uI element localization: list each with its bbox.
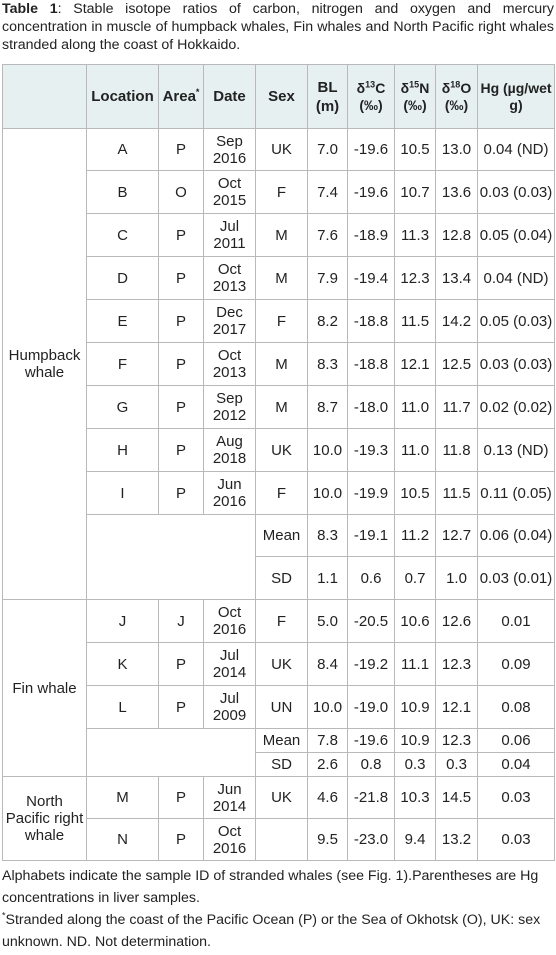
cell-hg: 0.04 (ND) (478, 257, 555, 300)
blank-cell (87, 729, 256, 777)
cell-date: Jun 2014 (204, 777, 256, 819)
cell-date: Jul 2011 (204, 214, 256, 257)
header-d18o: $\delta^{18}O$ (‰) (436, 65, 478, 129)
cell-date: Jul 2009 (204, 686, 256, 729)
cell-bl: 1.1 (308, 557, 348, 600)
header-date: Date (204, 65, 256, 129)
cell-stat-label: SD (256, 557, 308, 600)
cell-area: P (159, 472, 204, 515)
cell-hg: 0.06 (478, 729, 555, 753)
cell-d15n: 0.3 (395, 753, 436, 777)
cell-location: D (87, 257, 159, 300)
header-sex: Sex (256, 65, 308, 129)
cell-location: J (87, 600, 159, 643)
cell-location: F (87, 343, 159, 386)
cell-d13c: -19.3 (348, 429, 395, 472)
cell-stat-label: Mean (256, 729, 308, 753)
cell-d15n: 10.3 (395, 777, 436, 819)
cell-d15n: 11.0 (395, 429, 436, 472)
cell-location: A (87, 129, 159, 171)
cell-d13c: -19.1 (348, 515, 395, 557)
cell-d18o: 12.3 (436, 729, 478, 753)
cell-sex: UK (256, 129, 308, 171)
cell-date: Oct 2013 (204, 257, 256, 300)
cell-d13c: -18.0 (348, 386, 395, 429)
cell-hg: 0.03 (0.01) (478, 557, 555, 600)
cell-bl: 7.4 (308, 171, 348, 214)
group-label: North Pacific right whale (3, 777, 87, 861)
cell-hg: 0.05 (0.03) (478, 300, 555, 343)
cell-date: Sep 2012 (204, 386, 256, 429)
cell-sex: M (256, 257, 308, 300)
cell-date: Sep 2016 (204, 129, 256, 171)
header-location: Location (87, 65, 159, 129)
header-d13c: $\delta^{13}C$ (‰) (348, 65, 395, 129)
cell-d15n: 0.7 (395, 557, 436, 600)
cell-sex: F (256, 300, 308, 343)
header-row (3, 65, 555, 129)
cell-d18o: 11.5 (436, 472, 478, 515)
cell-hg: 0.03 (0.03) (478, 343, 555, 386)
cell-bl: 7.6 (308, 214, 348, 257)
cell-sex: UK (256, 643, 308, 686)
cell-d15n: 11.3 (395, 214, 436, 257)
cell-bl: 7.8 (308, 729, 348, 753)
cell-hg: 0.03 (478, 777, 555, 819)
cell-d18o: 13.0 (436, 129, 478, 171)
cell-hg: 0.01 (478, 600, 555, 643)
data-table (2, 64, 555, 861)
cell-sex: UK (256, 777, 308, 819)
cell-bl: 4.6 (308, 777, 348, 819)
cell-date: Oct 2013 (204, 343, 256, 386)
table-row (3, 129, 555, 171)
caption-label: Table 1 (2, 1, 58, 17)
cell-date: Oct 2015 (204, 171, 256, 214)
header-bl: BL (m) (308, 65, 348, 129)
cell-location: N (87, 819, 159, 861)
cell-d18o: 1.0 (436, 557, 478, 600)
cell-area: P (159, 686, 204, 729)
blank-cell (87, 515, 256, 600)
cell-hg: 0.06 (0.04) (478, 515, 555, 557)
cell-sex: F (256, 600, 308, 643)
cell-d15n: 10.5 (395, 129, 436, 171)
cell-date: Aug 2018 (204, 429, 256, 472)
cell-d13c: -18.8 (348, 300, 395, 343)
cell-stat-label: SD (256, 753, 308, 777)
cell-d15n: 12.1 (395, 343, 436, 386)
cell-hg: 0.03 (0.03) (478, 171, 555, 214)
cell-sex: F (256, 472, 308, 515)
cell-d18o: 0.3 (436, 753, 478, 777)
cell-d15n: 10.6 (395, 600, 436, 643)
cell-date: Oct 2016 (204, 819, 256, 861)
header-group (3, 65, 87, 129)
cell-d13c: -20.5 (348, 600, 395, 643)
cell-area: P (159, 214, 204, 257)
cell-date: Jul 2014 (204, 643, 256, 686)
header-d15n: $\delta^{15}N$ (‰) (395, 65, 436, 129)
cell-date: Jun 2016 (204, 472, 256, 515)
cell-hg: 0.13 (ND) (478, 429, 555, 472)
cell-sex: M (256, 343, 308, 386)
cell-sex: M (256, 214, 308, 257)
cell-d15n: 9.4 (395, 819, 436, 861)
cell-d13c: -23.0 (348, 819, 395, 861)
cell-d18o: 12.8 (436, 214, 478, 257)
cell-d18o: 14.2 (436, 300, 478, 343)
cell-location: L (87, 686, 159, 729)
cell-bl: 8.3 (308, 515, 348, 557)
cell-d15n: 10.7 (395, 171, 436, 214)
cell-d18o: 12.6 (436, 600, 478, 643)
cell-d18o: 12.5 (436, 343, 478, 386)
table-row (3, 600, 555, 643)
cell-d13c: -18.9 (348, 214, 395, 257)
cell-area: P (159, 300, 204, 343)
cell-d13c: -19.0 (348, 686, 395, 729)
cell-location: I (87, 472, 159, 515)
cell-hg: 0.08 (478, 686, 555, 729)
cell-d15n: 11.2 (395, 515, 436, 557)
cell-d18o: 14.5 (436, 777, 478, 819)
cell-bl: 5.0 (308, 600, 348, 643)
footnote-2: *Stranded along the coast of the Pacific Ocean (P) or the Sea of Okhotsk (O), UK: sex unknown. ND. Not determination. (2, 910, 541, 950)
cell-d13c: -19.9 (348, 472, 395, 515)
cell-area: O (159, 171, 204, 214)
cell-d15n: 11.5 (395, 300, 436, 343)
cell-area: P (159, 343, 204, 386)
cell-hg: 0.09 (478, 643, 555, 686)
cell-bl: 8.7 (308, 386, 348, 429)
cell-d15n: 10.9 (395, 729, 436, 753)
cell-hg: 0.11 (0.05) (478, 472, 555, 515)
cell-hg: 0.04 (ND) (478, 129, 555, 171)
cell-d13c: -19.4 (348, 257, 395, 300)
cell-bl: 7.0 (308, 129, 348, 171)
cell-hg: 0.05 (0.04) (478, 214, 555, 257)
cell-bl: 10.0 (308, 472, 348, 515)
cell-d15n: 11.0 (395, 386, 436, 429)
cell-d13c: -19.6 (348, 129, 395, 171)
cell-hg: 0.02 (0.02) (478, 386, 555, 429)
header-hg: Hg (µg/wet g) (478, 65, 555, 129)
cell-location: K (87, 643, 159, 686)
cell-location: M (87, 777, 159, 819)
cell-d18o: 13.6 (436, 171, 478, 214)
cell-sex (256, 819, 308, 861)
cell-d18o: 11.7 (436, 386, 478, 429)
cell-d18o: 12.3 (436, 643, 478, 686)
cell-d18o: 13.4 (436, 257, 478, 300)
cell-d18o: 12.1 (436, 686, 478, 729)
table-footnotes (2, 865, 554, 953)
cell-d18o: 12.7 (436, 515, 478, 557)
cell-bl: 8.2 (308, 300, 348, 343)
cell-date: Oct 2016 (204, 600, 256, 643)
cell-d18o: 11.8 (436, 429, 478, 472)
cell-bl: 10.0 (308, 429, 348, 472)
cell-location: B (87, 171, 159, 214)
cell-bl: 8.3 (308, 343, 348, 386)
cell-date: Dec 2017 (204, 300, 256, 343)
cell-area: P (159, 386, 204, 429)
cell-d13c: 0.8 (348, 753, 395, 777)
cell-location: H (87, 429, 159, 472)
cell-sex: UN (256, 686, 308, 729)
cell-bl: 2.6 (308, 753, 348, 777)
group-label: Humpback whale (3, 129, 87, 600)
cell-sex: F (256, 171, 308, 214)
caption-text: : Stable isotope ratios of carbon, nitrogen and oxygen and mercury concentration in muscle of humpback whales, Fin whales and North Pacific right whales stranded along the coast of Hokkaido. (2, 1, 555, 53)
header-area: Area* (159, 65, 204, 129)
cell-d13c: -21.8 (348, 777, 395, 819)
table-row (3, 777, 555, 819)
cell-bl: 8.4 (308, 643, 348, 686)
cell-area: P (159, 643, 204, 686)
group-label: Fin whale (3, 600, 87, 777)
cell-d13c: -19.6 (348, 729, 395, 753)
cell-d13c: 0.6 (348, 557, 395, 600)
cell-d15n: 12.3 (395, 257, 436, 300)
cell-hg: 0.03 (478, 819, 555, 861)
cell-area: P (159, 429, 204, 472)
table-caption (2, 0, 554, 54)
cell-location: E (87, 300, 159, 343)
cell-location: C (87, 214, 159, 257)
cell-d18o: 13.2 (436, 819, 478, 861)
cell-d13c: -19.6 (348, 171, 395, 214)
cell-area: J (159, 600, 204, 643)
cell-d15n: 11.1 (395, 643, 436, 686)
cell-bl: 7.9 (308, 257, 348, 300)
cell-area: P (159, 257, 204, 300)
cell-area: P (159, 819, 204, 861)
cell-d15n: 10.9 (395, 686, 436, 729)
cell-sex: M (256, 386, 308, 429)
cell-area: P (159, 777, 204, 819)
cell-sex: UK (256, 429, 308, 472)
cell-hg: 0.04 (478, 753, 555, 777)
cell-area: P (159, 129, 204, 171)
cell-d15n: 10.5 (395, 472, 436, 515)
cell-bl: 9.5 (308, 819, 348, 861)
cell-d13c: -19.2 (348, 643, 395, 686)
footnote-1: Alphabets indicate the sample ID of stranded whales (see Fig. 1).Parentheses are Hg concentrations in liver samples. (2, 868, 539, 906)
cell-stat-label: Mean (256, 515, 308, 557)
cell-location: G (87, 386, 159, 429)
cell-d13c: -18.8 (348, 343, 395, 386)
cell-bl: 10.0 (308, 686, 348, 729)
